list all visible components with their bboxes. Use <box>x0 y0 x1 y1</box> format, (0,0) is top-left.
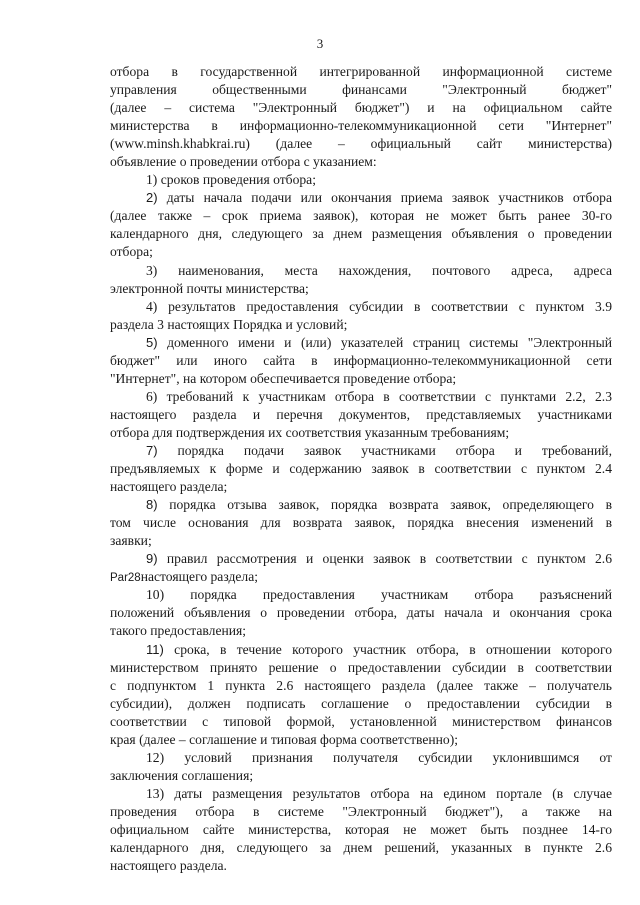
text-line: такого предоставления; <box>110 623 247 639</box>
text-line: субсидии), должен подписать соглашение о предоставлении субсидии в <box>110 695 612 711</box>
text-line: том числе основания для возврата заявок, порядка внесения изменений в <box>110 515 612 531</box>
line-text: порядка подачи заявок участниками отбора и требований, <box>157 442 612 458</box>
text-line: предъявляемых к форме и содержанию заявок в соответствии с пунктом 2.4 <box>110 461 612 477</box>
text-line: (www.minsh.khabkrai.ru) (далее – официальный сайт министерства) <box>110 136 612 152</box>
text-line: раздела 3 настоящих Порядка и условий; <box>110 316 348 332</box>
text-line: соответствии с типовой формой, установленной министерством финансов <box>110 713 612 729</box>
text-line: управления общественными финансами "Электронный бюджет" <box>110 82 612 98</box>
text-line: заявки; <box>110 533 152 549</box>
list-marker: 8) <box>146 497 158 513</box>
text-line: с подпунктом 1 пункта 2.6 настоящего раздела (далее также – получатель <box>110 677 612 693</box>
text-line: электронной почты министерства; <box>110 280 309 296</box>
text-line: (далее также – срок приема заявок), которая не может быть ранее 30-го <box>110 208 612 224</box>
text-line: министерства в информационно-телекоммуникационной сети "Интернет" <box>110 118 612 134</box>
text-line <box>110 442 612 460</box>
text-line: 10) порядка предоставления участникам отбора разъяснений <box>146 587 612 603</box>
text-line: 12) условий признания получателя субсидии уклонившимся от <box>146 749 612 765</box>
text-line <box>110 189 612 207</box>
text-line: отбора для подтверждения их соответствия указанным требованиям; <box>110 424 510 440</box>
text-line: отбора в государственной интегрированной информационной системе <box>110 64 612 79</box>
text-line <box>110 334 612 352</box>
text-line <box>110 550 612 568</box>
text-line: (далее – система "Электронный бюджет") и на официальном сайте <box>110 100 612 116</box>
line-text: срока, в течение которого участник отбора, в отношении которого <box>163 641 612 657</box>
text-line <box>110 641 612 659</box>
paragraph-reference: Par28 <box>110 572 141 585</box>
text-line: министерством принято решение о предоставлении субсидии в соответствии <box>110 659 612 675</box>
text-line: 3) наименования, места нахождения, почтового адреса, адреса <box>146 262 612 278</box>
text-line: отбора; <box>110 244 153 260</box>
text-line: настоящего раздела и перечня документов, представляемых участниками <box>110 406 612 422</box>
line-text: порядка отзыва заявок, порядка возврата заявок, определяющего в <box>157 497 612 513</box>
text-line: 1) сроков проведения отбора; <box>146 172 316 188</box>
text-line: 13) даты размещения результатов отбора на едином портале (в случае <box>146 785 612 801</box>
text-line: 6) требований к участникам отбора в соответствии с пунктами 2.2, 2.3 <box>146 388 612 404</box>
line-text: настоящего раздела; <box>140 569 259 585</box>
document-body <box>110 63 612 875</box>
line-text: доменного имени и (или) указателей страниц системы "Электронный <box>157 334 612 350</box>
text-line: "Интернет", на котором обеспечивается проведение отбора; <box>110 370 457 386</box>
page-number: 3 <box>316 36 324 51</box>
text-line: настоящего раздела; <box>110 479 228 495</box>
text-line: края (далее – соглашение и типовая форма соответственно); <box>110 731 459 747</box>
list-marker: 5) <box>146 334 158 350</box>
line-text: правил рассмотрения и оценки заявок в соответствии с пунктом 2.6 <box>157 551 612 567</box>
text-line: положений объявления о проведении отбора, даты начала и окончания срока <box>110 605 612 621</box>
text-line: календарного дня, следующего за днем размещения объявления о проведении <box>110 226 612 242</box>
list-marker: 7) <box>146 442 158 458</box>
list-marker: 2) <box>146 190 158 206</box>
text-line: бюджет" или иного сайта в информационно-телекоммуникационной сети <box>110 352 612 368</box>
text-line: проведения отбора в системе "Электронный бюджет"), а также на <box>110 803 612 819</box>
list-marker: 9) <box>146 551 158 567</box>
text-line: 4) результатов предоставления субсидии в соответствии с пунктом 3.9 <box>146 298 612 314</box>
text-line: официальном сайте министерства, которая не может быть позднее 14-го <box>110 821 612 837</box>
text-line <box>110 496 612 514</box>
text-line <box>110 568 612 586</box>
text-line: настоящего раздела. <box>110 858 227 874</box>
text-line: календарного дня, следующего за днем решений, указанных в пункте 2.6 <box>110 840 612 856</box>
text-line: заключения соглашения; <box>110 767 254 783</box>
text-line: объявление о проведении отбора с указанием: <box>110 154 377 170</box>
line-text: даты начала подачи или окончания приема заявок участников отбора <box>157 190 612 206</box>
list-marker: 11) <box>146 641 164 657</box>
